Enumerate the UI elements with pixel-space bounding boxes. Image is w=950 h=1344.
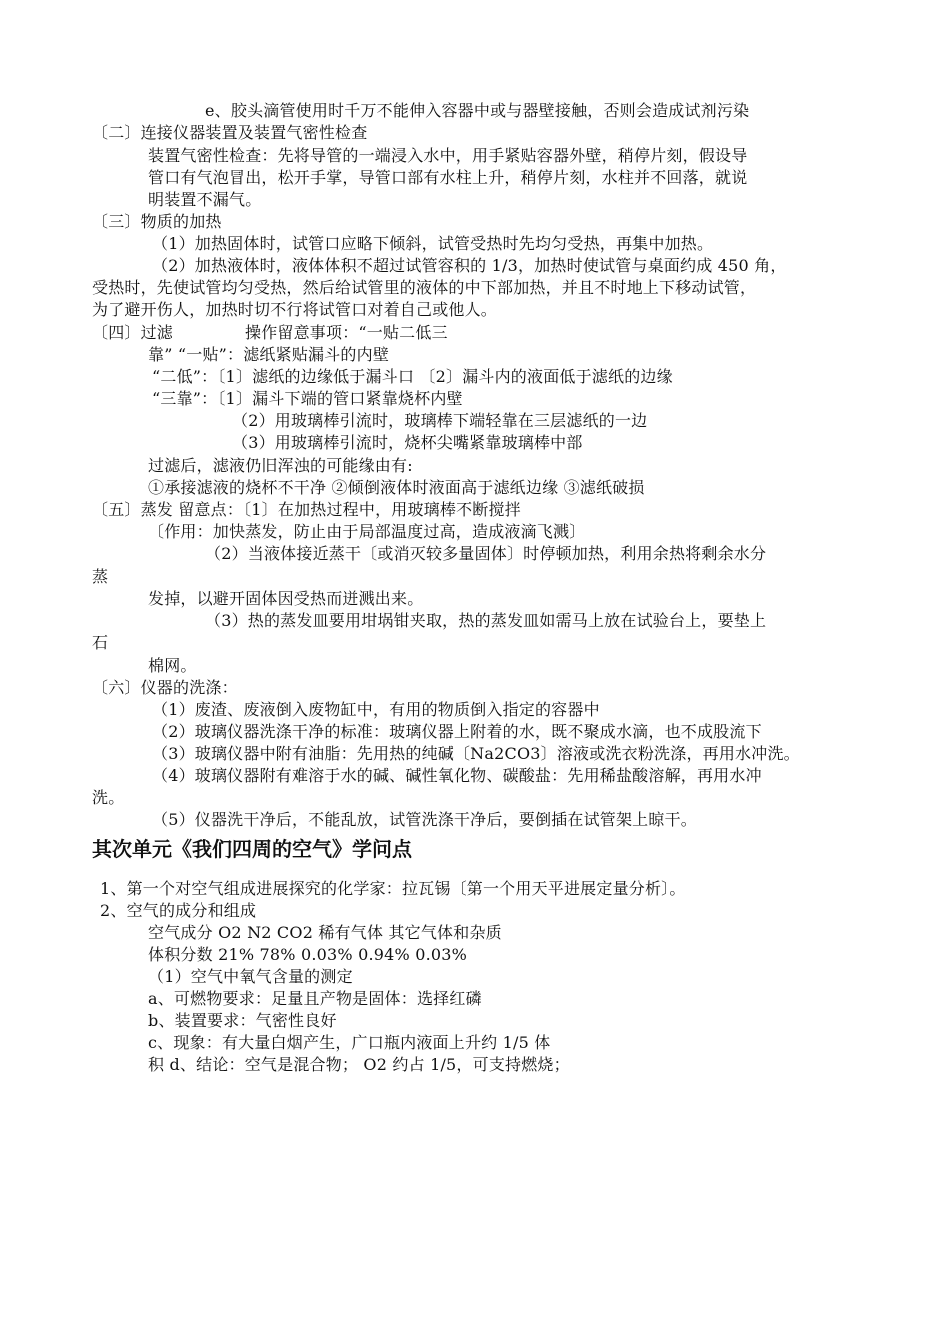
- section-heading-6: 〔六〕仪器的洗涤：: [92, 678, 238, 697]
- text-line: 为了避开伤人，加热时切不行将试管口对着自己或他人。: [92, 300, 498, 319]
- text-line: 2、空气的成分和组成: [100, 901, 257, 920]
- text-line: （3）用玻璃棒引流时，烧杯尖嘴紧靠玻璃棒中部: [232, 433, 583, 452]
- text-line: （1）废渣、废液倒入废物缸中，有用的物质倒入指定的容器中: [152, 700, 600, 719]
- section-heading-4: 〔四〕过滤: [92, 323, 174, 342]
- section-heading-2: 〔二〕连接仪器装置及装置气密性检查: [92, 123, 368, 142]
- text-line: （4）玻璃仪器附有难溶于水的碱、碱性氧化物、碳酸盐：先用稀盐酸溶解，再用水冲: [152, 766, 762, 785]
- section-heading-3: 〔三〕物质的加热: [92, 212, 222, 231]
- text-line: ①承接滤液的烧杯不干净 ②倾倒液体时液面高于滤纸边缘 ③滤纸破损: [148, 478, 645, 497]
- text-line: 1、第一个对空气组成进展探究的化学家：拉瓦锡〔第一个用天平进展定量分析〕。: [100, 879, 686, 898]
- text-line: 过滤后，滤液仍旧浑浊的可能缘由有:: [148, 456, 413, 475]
- text-line: 操作留意事项：“一贴二低三: [245, 323, 448, 342]
- text-line: 装置气密性检查：先将导管的一端浸入水中，用手紧贴容器外壁，稍停片刻，假设导: [148, 146, 748, 165]
- text-line: （5）仪器洗干净后，不能乱放，试管洗涤干净后，要倒插在试管架上晾干。: [152, 810, 697, 829]
- text-line: e、胶头滴管使用时千万不能伸入容器中或与器壁接触，否则会造成试剂污染: [205, 101, 750, 120]
- text-line: 棉网。: [148, 656, 197, 675]
- text-line: 空气成分 O2 N2 CO2 稀有气体 其它气体和杂质: [148, 923, 502, 942]
- text-line: （2）用玻璃棒引流时，玻璃棒下端轻靠在三层滤纸的一边: [232, 411, 648, 430]
- text-line: （1）加热固体时，试管口应略下倾斜，试管受热时先均匀受热，再集中加热。: [152, 234, 714, 253]
- text-line: （2）玻璃仪器洗涤干净的标准：玻璃仪器上附着的水，既不聚成水滴，也不成股流下: [152, 722, 762, 741]
- text-line: 蒸: [92, 567, 109, 586]
- text-line: c、现象：有大量白烟产生，广口瓶内液面上升约 1/5 体: [148, 1033, 551, 1052]
- text-line: 发掉，以避开固体因受热而迸溅出来。: [148, 589, 424, 608]
- text-line: 石: [92, 633, 109, 652]
- text-line: 受热时，先使试管均匀受热，然后给试管里的液体的中下部加热，并且不时地上下移动试管，: [92, 278, 757, 297]
- text-line: （2）加热液体时，液体体积不超过试管容积的 1/3，加热时使试管与桌面约成 450 角，: [152, 256, 787, 275]
- text-line: （3）玻璃仪器中附有油脂：先用热的纯碱〔Na2CO3〕溶液或洗衣粉洗涤，再用水冲洗。: [152, 744, 800, 763]
- text-line: 体积分数 21% 78% 0.03% 0.94% 0.03%: [148, 945, 468, 964]
- text-line: （1）空气中氧气含量的测定: [148, 967, 353, 986]
- text-line: 靠” “一贴”：滤纸紧贴漏斗的内壁: [148, 345, 390, 364]
- text-line: “二低”：〔1〕滤纸的边缘低于漏斗口 〔2〕漏斗内的液面低于滤纸的边缘: [152, 367, 673, 386]
- text-line: 明装置不漏气。: [148, 190, 262, 209]
- unit-title: 其次单元《我们四周的空气》学问点: [92, 837, 412, 861]
- text-line: b、装置要求：气密性良好: [148, 1011, 337, 1030]
- text-line: （2）当液体接近蒸干〔或消灭较多量固体〕时停顿加热，利用余热将剩余水分: [205, 544, 767, 563]
- text-line: “三靠”：〔1〕漏斗下端的管口紧靠烧杯内壁: [152, 389, 463, 408]
- text-line: 积 d、结论：空气是混合物； O2 约占 1/5，可支持燃烧；: [148, 1055, 570, 1074]
- text-line: a、可燃物要求：足量且产物是固体：选择红磷: [148, 989, 482, 1008]
- text-line: （3）热的蒸发皿要用坩埚钳夹取，热的蒸发皿如需马上放在试验台上，要垫上: [205, 611, 767, 630]
- text-line: 洗。: [92, 788, 125, 807]
- text-line: 〔作用：加快蒸发，防止由于局部温度过高，造成液滴飞溅〕: [148, 522, 586, 541]
- text-line: 管口有气泡冒出，松开手掌，导管口部有水柱上升，稍停片刻，水柱并不回落，就说: [148, 168, 748, 187]
- section-heading-5: 〔五〕蒸发 留意点：〔1〕在加热过程中，用玻璃棒不断搅拌: [92, 500, 521, 519]
